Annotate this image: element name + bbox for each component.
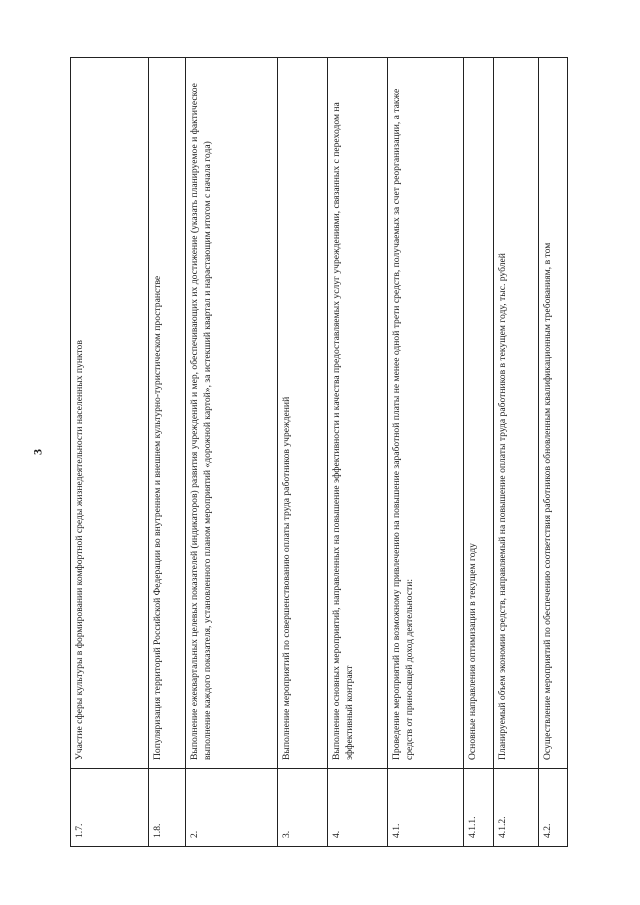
- table-row: [388, 58, 464, 847]
- table-row: [494, 58, 539, 847]
- table-row: [186, 58, 278, 847]
- table-row: [71, 58, 149, 847]
- table-row: [464, 58, 494, 847]
- row-text: Основные направления оптимизации в текущем году: [464, 58, 494, 769]
- row-number: 4.1.1.: [464, 769, 494, 847]
- row-number: 4.1.2.: [494, 769, 539, 847]
- row-text: Выполнение ежеквартальных целевых показателей (индикаторов) развития учреждений и мер, обеспечивающих их достижение (указать планируемое и фактическое выполнение каждого показателя, установленного планом мероприятий «дорожной картой», за истекший квартал и нарастающим итогом с начала года): [186, 58, 278, 769]
- row-number: 1.7.: [71, 769, 149, 847]
- row-text: Проведение мероприятий по возможному привлечению на повышение заработной платы не менее одной трети средств, получаемых за счет реорганизации, а также средств от приносящей доход деятельности:: [388, 58, 464, 769]
- row-number: 3.: [278, 769, 328, 847]
- row-number: 4.1.: [388, 769, 464, 847]
- table-row: [328, 58, 388, 847]
- row-number: 4.: [328, 769, 388, 847]
- rotated-table-container: [70, 57, 567, 847]
- row-number: 2.: [186, 769, 278, 847]
- page-number: 3: [30, 449, 45, 455]
- table-row: [149, 58, 186, 847]
- table-row: [278, 58, 328, 847]
- measures-table: [70, 57, 568, 847]
- row-number: 1.8.: [149, 769, 186, 847]
- row-text: Планируемый объем экономии средств, направляемый на повышение оплаты труда работников в текущем году, тыс. рублей: [494, 58, 539, 769]
- row-text: Участие сферы культуры в формировании комфортной среды жизнедеятельности населенных пунктов: [71, 58, 149, 769]
- row-text: Выполнение мероприятий по совершенствованию оплаты труда работников учреждений: [278, 58, 328, 769]
- row-text: Популяризация территорий Российской Федерации во внутреннем и внешнем культурно-туристическом пространстве: [149, 58, 186, 769]
- row-text: Выполнение основных мероприятий, направленных на повышение эффективности и качества предоставляемых услуг учреждениями, связанных с переходом на эффективный контракт: [328, 58, 388, 769]
- row-text: Осуществление мероприятий по обеспечению соответствия работников обновленным квалификационным требованиям, в том: [539, 58, 568, 769]
- table-row: [539, 58, 568, 847]
- row-number: 4.2.: [539, 769, 568, 847]
